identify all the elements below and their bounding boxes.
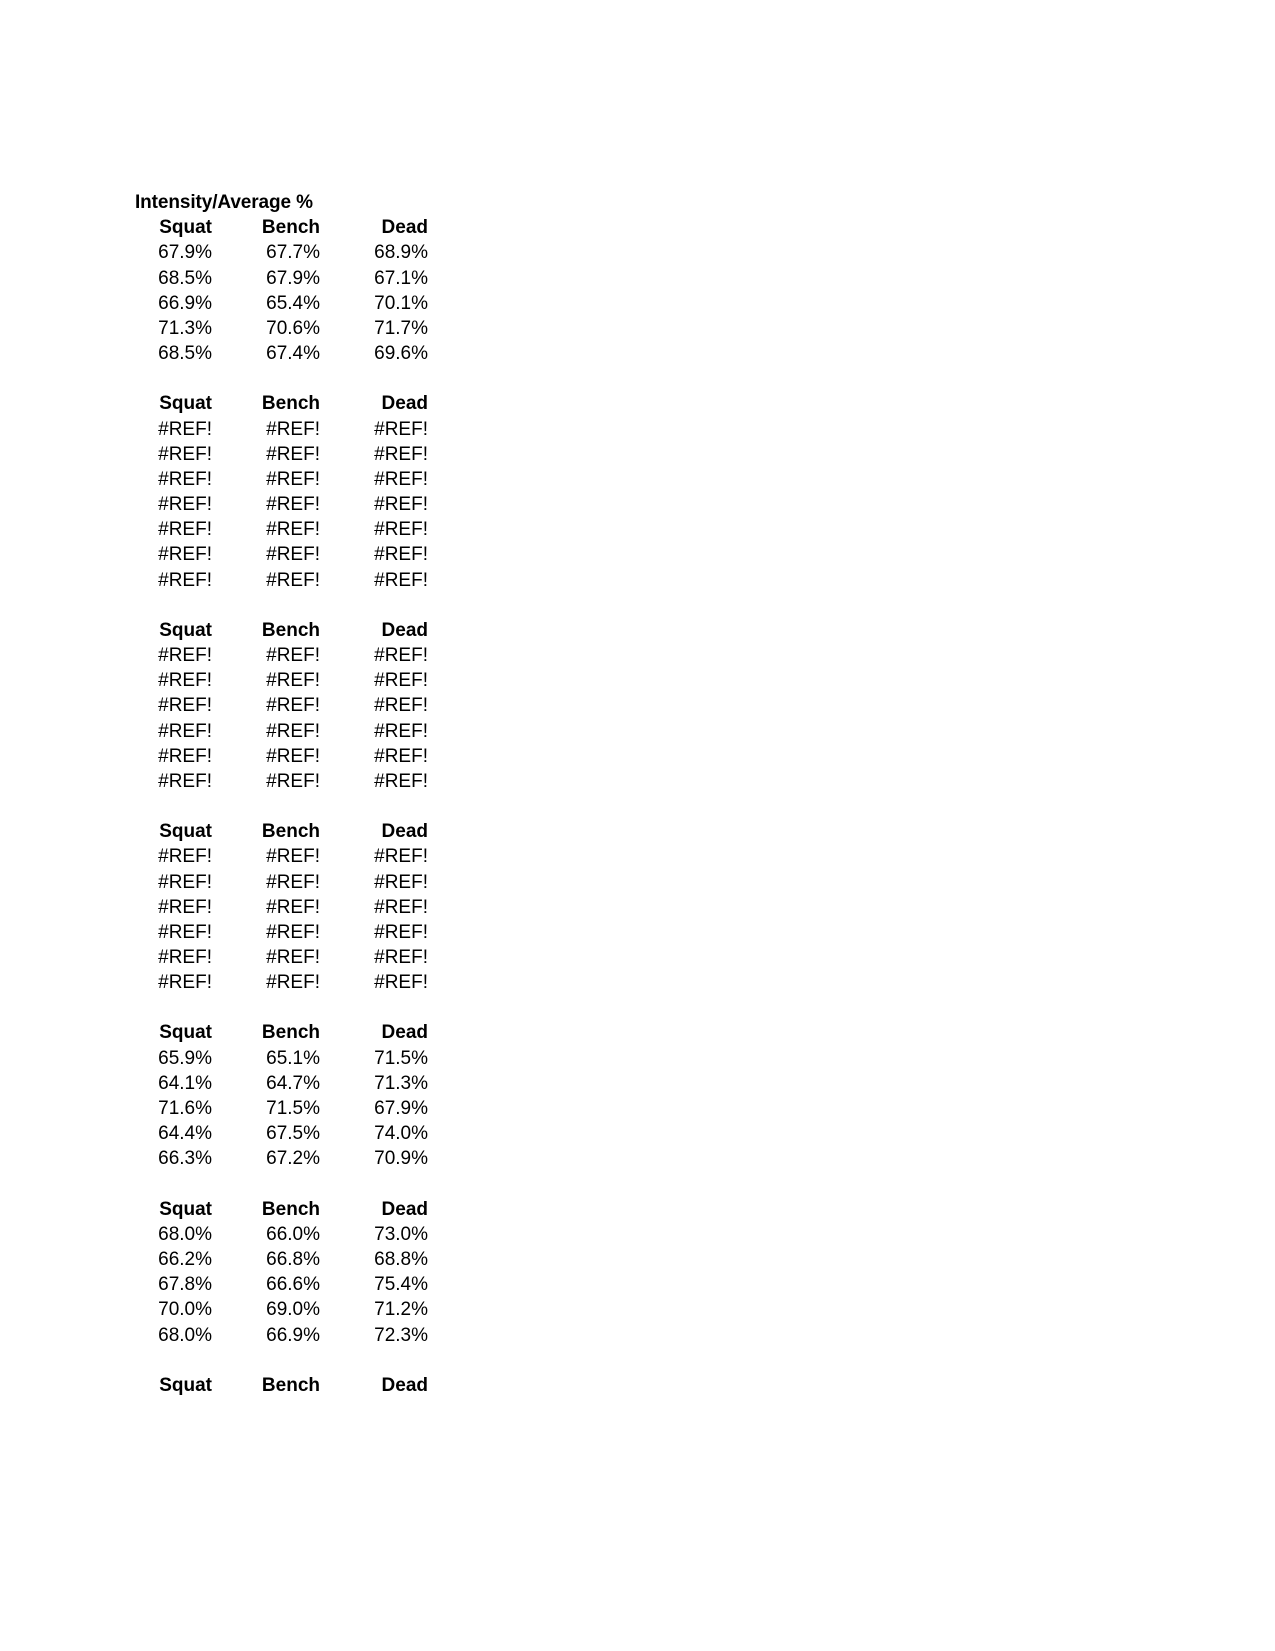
cell-value: #REF!	[158, 871, 212, 893]
table-row	[135, 467, 430, 492]
cell-value: 66.8%	[266, 1248, 320, 1270]
table-row	[135, 870, 430, 895]
table-row	[135, 1323, 430, 1348]
cell-value: 67.7%	[266, 242, 320, 264]
cell-value: 66.3%	[158, 1148, 212, 1170]
cell-value: 66.9%	[158, 292, 212, 314]
column-header-dead: Dead	[381, 821, 428, 843]
cell-value: 66.9%	[266, 1324, 320, 1346]
cell-value: #REF!	[374, 519, 428, 541]
cell-value: 68.5%	[158, 343, 212, 365]
cell-value: #REF!	[374, 544, 428, 566]
cell-value: 68.8%	[374, 1248, 428, 1270]
cell-value: #REF!	[158, 670, 212, 692]
cell-value: #REF!	[266, 544, 320, 566]
cell-value: #REF!	[266, 443, 320, 465]
column-header-bench: Bench	[261, 393, 320, 415]
cell-value: 64.7%	[266, 1072, 320, 1094]
cell-value: #REF!	[158, 569, 212, 591]
column-header-dead: Dead	[381, 393, 428, 415]
data-blocks-container	[135, 215, 455, 1398]
cell-value: 64.4%	[158, 1123, 212, 1145]
table-row	[135, 844, 430, 869]
cell-value: #REF!	[374, 720, 428, 742]
cell-value: 71.2%	[374, 1299, 428, 1321]
table-row	[135, 442, 430, 467]
cell-value: 75.4%	[374, 1274, 428, 1296]
cell-value: #REF!	[266, 519, 320, 541]
column-header-bench: Bench	[261, 1198, 320, 1220]
cell-value: #REF!	[374, 896, 428, 918]
cell-value: 67.4%	[266, 343, 320, 365]
cell-value: #REF!	[266, 695, 320, 717]
table-row	[135, 316, 430, 341]
cell-value: 67.8%	[158, 1274, 212, 1296]
cell-value: #REF!	[158, 770, 212, 792]
cell-value: 70.6%	[266, 317, 320, 339]
cell-value: 68.9%	[374, 242, 428, 264]
table-row	[135, 240, 430, 265]
block-1	[135, 215, 430, 366]
cell-value: 67.9%	[158, 242, 212, 264]
cell-value: 66.2%	[158, 1248, 212, 1270]
cell-value: 68.0%	[158, 1223, 212, 1245]
cell-value: #REF!	[374, 947, 428, 969]
cell-value: #REF!	[266, 921, 320, 943]
column-header-bench: Bench	[261, 217, 320, 239]
cell-value: #REF!	[266, 720, 320, 742]
cell-value: 67.2%	[266, 1148, 320, 1170]
cell-value: 74.0%	[374, 1123, 428, 1145]
cell-value: #REF!	[266, 972, 320, 994]
column-header-dead: Dead	[381, 1198, 428, 1220]
cell-value: #REF!	[266, 745, 320, 767]
column-header-dead: Dead	[381, 619, 428, 641]
table-row	[135, 719, 430, 744]
column-header-squat: Squat	[159, 217, 212, 239]
cell-value: #REF!	[374, 871, 428, 893]
cell-value: #REF!	[266, 670, 320, 692]
cell-value: #REF!	[158, 720, 212, 742]
table-row	[135, 1146, 430, 1171]
cell-value: #REF!	[374, 468, 428, 490]
cell-value: 71.3%	[158, 317, 212, 339]
block-5	[135, 1020, 430, 1171]
cell-value: #REF!	[374, 745, 428, 767]
cell-value: 69.0%	[266, 1299, 320, 1321]
cell-value: #REF!	[158, 418, 212, 440]
cell-value: #REF!	[158, 519, 212, 541]
block-3	[135, 618, 430, 794]
cell-value: 71.7%	[374, 317, 428, 339]
column-header-squat: Squat	[159, 393, 212, 415]
table-header-row	[135, 618, 430, 643]
table-row	[135, 517, 430, 542]
column-header-squat: Squat	[159, 619, 212, 641]
column-header-dead: Dead	[381, 217, 428, 239]
cell-value: 65.1%	[266, 1047, 320, 1069]
table-row	[135, 266, 430, 291]
table-row	[135, 542, 430, 567]
cell-value: #REF!	[158, 921, 212, 943]
cell-value: 69.6%	[374, 343, 428, 365]
cell-value: #REF!	[374, 921, 428, 943]
table-row	[135, 1222, 430, 1247]
block-2	[135, 391, 430, 593]
cell-value: #REF!	[374, 695, 428, 717]
table-row	[135, 1046, 430, 1071]
cell-value: 66.6%	[266, 1274, 320, 1296]
table-header-row	[135, 1197, 430, 1222]
column-header-bench: Bench	[261, 1374, 320, 1396]
cell-value: 64.1%	[158, 1072, 212, 1094]
column-header-squat: Squat	[159, 1374, 212, 1396]
cell-value: 68.0%	[158, 1324, 212, 1346]
table-row	[135, 1096, 430, 1121]
table-row	[135, 568, 430, 593]
cell-value: #REF!	[158, 443, 212, 465]
table-row	[135, 1121, 430, 1146]
cell-value: #REF!	[374, 569, 428, 591]
cell-value: #REF!	[158, 846, 212, 868]
cell-value: #REF!	[374, 972, 428, 994]
cell-value: 66.0%	[266, 1223, 320, 1245]
column-header-bench: Bench	[261, 619, 320, 641]
table-row	[135, 693, 430, 718]
table-header-row	[135, 819, 430, 844]
table-row	[135, 1247, 430, 1272]
cell-value: 72.3%	[374, 1324, 428, 1346]
table-row	[135, 291, 430, 316]
cell-value: #REF!	[266, 468, 320, 490]
cell-value: #REF!	[374, 770, 428, 792]
table-row	[135, 668, 430, 693]
cell-value: #REF!	[158, 468, 212, 490]
table-row	[135, 492, 430, 517]
table-row	[135, 769, 430, 794]
cell-value: 67.1%	[374, 267, 428, 289]
page-title: Intensity/Average %	[135, 192, 313, 213]
cell-value: 70.0%	[158, 1299, 212, 1321]
cell-value: #REF!	[158, 745, 212, 767]
table-row	[135, 920, 430, 945]
cell-value: #REF!	[266, 770, 320, 792]
table-header-row	[135, 215, 430, 240]
column-header-squat: Squat	[159, 1022, 212, 1044]
column-header-dead: Dead	[381, 1022, 428, 1044]
table-header-row	[135, 1373, 430, 1398]
cell-value: #REF!	[374, 846, 428, 868]
table-row	[135, 417, 430, 442]
table-row	[135, 895, 430, 920]
cell-value: #REF!	[266, 494, 320, 516]
cell-value: #REF!	[158, 896, 212, 918]
cell-value: 67.5%	[266, 1123, 320, 1145]
cell-value: #REF!	[158, 947, 212, 969]
cell-value: #REF!	[374, 645, 428, 667]
column-header-squat: Squat	[159, 821, 212, 843]
table-header-row	[135, 1020, 430, 1045]
table-row	[135, 1071, 430, 1096]
cell-value: #REF!	[374, 494, 428, 516]
cell-value: #REF!	[374, 443, 428, 465]
cell-value: #REF!	[266, 871, 320, 893]
cell-value: 73.0%	[374, 1223, 428, 1245]
table-row	[135, 1297, 430, 1322]
cell-value: #REF!	[158, 695, 212, 717]
block-6	[135, 1197, 430, 1348]
block-7	[135, 1373, 430, 1398]
column-header-bench: Bench	[261, 1022, 320, 1044]
table-row	[135, 643, 430, 668]
cell-value: 67.9%	[266, 267, 320, 289]
cell-value: #REF!	[266, 947, 320, 969]
cell-value: #REF!	[266, 569, 320, 591]
table-header-row	[135, 391, 430, 416]
cell-value: 67.9%	[374, 1098, 428, 1120]
table-row	[135, 970, 430, 995]
cell-value: 71.5%	[374, 1047, 428, 1069]
cell-value: #REF!	[158, 544, 212, 566]
cell-value: #REF!	[266, 418, 320, 440]
cell-value: 68.5%	[158, 267, 212, 289]
cell-value: #REF!	[158, 645, 212, 667]
column-header-bench: Bench	[261, 821, 320, 843]
cell-value: #REF!	[266, 846, 320, 868]
cell-value: 70.1%	[374, 292, 428, 314]
cell-value: 71.3%	[374, 1072, 428, 1094]
cell-value: 70.9%	[374, 1148, 428, 1170]
table-row	[135, 945, 430, 970]
cell-value: 71.6%	[158, 1098, 212, 1120]
block-4	[135, 819, 430, 995]
table-row	[135, 1272, 430, 1297]
cell-value: #REF!	[374, 670, 428, 692]
cell-value: #REF!	[266, 896, 320, 918]
cell-value: #REF!	[158, 972, 212, 994]
cell-value: 71.5%	[266, 1098, 320, 1120]
table-row	[135, 341, 430, 366]
table-row	[135, 744, 430, 769]
cell-value: 65.4%	[266, 292, 320, 314]
column-header-dead: Dead	[381, 1374, 428, 1396]
cell-value: #REF!	[374, 418, 428, 440]
spreadsheet-content	[135, 190, 455, 1398]
cell-value: #REF!	[158, 494, 212, 516]
cell-value: #REF!	[266, 645, 320, 667]
cell-value: 65.9%	[158, 1047, 212, 1069]
column-header-squat: Squat	[159, 1198, 212, 1220]
